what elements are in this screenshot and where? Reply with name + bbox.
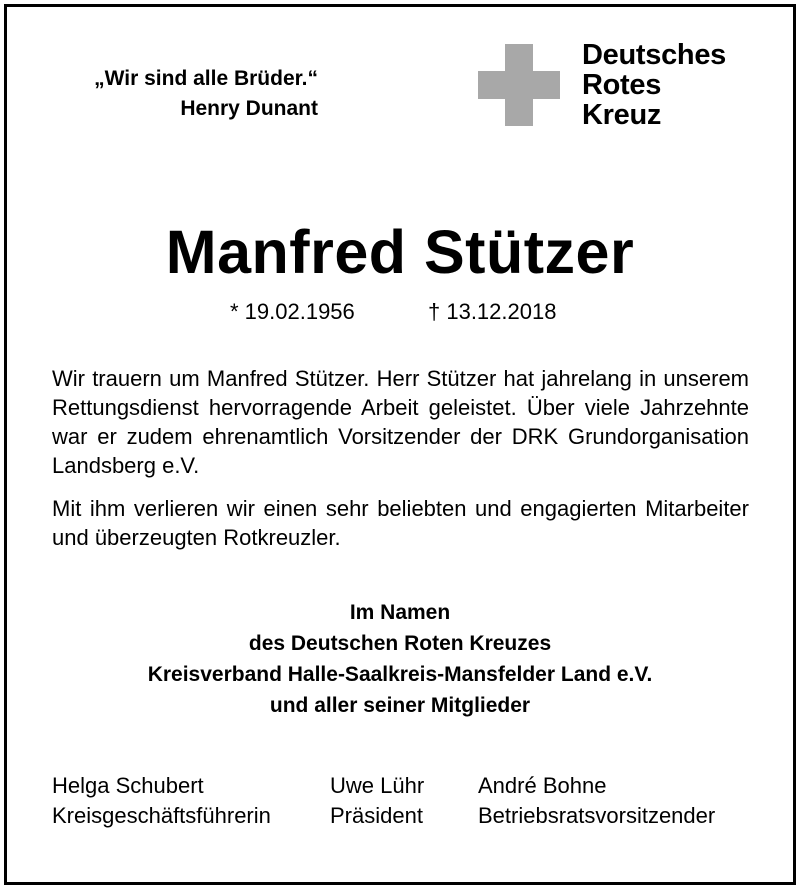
on-behalf-line-3: Kreisverband Halle-Saalkreis-Mansfelder Land e.V. [147, 663, 653, 686]
death-date: † 13.12.2018 [428, 299, 557, 324]
logo-line-1: Deutsches [582, 39, 726, 71]
signer-role: Präsident [330, 803, 423, 828]
signer-role: Betriebsratsvorsitzender [478, 803, 716, 828]
body-paragraph-1: Wir trauern um Manfred Stützer. Herr Stützer hat jahrelang in unserem Rettungsdienst hervorragende Arbeit geleistet. Über viele Jahrzehnte war er zudem ehrenamtlich Vorsitzender der DRK Grundorganisation Landsberg e.V. [52, 366, 749, 478]
logo-line-2: Rotes [582, 69, 662, 101]
on-behalf-line-1: Im Namen [349, 601, 451, 624]
on-behalf-line-2: des Deutschen Roten Kreuzes [248, 632, 552, 655]
signer-2 [330, 771, 424, 831]
red-cross-icon [478, 44, 560, 126]
body-paragraph-2: Mit ihm verlieren wir einen sehr beliebten und engagierten Mitarbeiter und überzeugten Rotkreuzler. [52, 496, 749, 550]
quote-text: „Wir sind alle Brüder.“ [94, 67, 318, 90]
signer-3 [478, 771, 715, 831]
on-behalf-line-4: und aller seiner Mitglieder [269, 694, 531, 717]
drk-logo-text [582, 40, 726, 130]
signer-name: Helga Schubert [52, 773, 204, 798]
quote-block [0, 64, 318, 124]
birth-date: * 19.02.1956 [230, 299, 355, 324]
signer-role: Kreisgeschäftsführerin [52, 803, 271, 828]
deceased-name: Manfred Stützer [165, 218, 635, 286]
quote-author: Henry Dunant [180, 97, 318, 120]
on-behalf-block [0, 597, 800, 721]
signer-name: André Bohne [478, 773, 607, 798]
signer-name: Uwe Lühr [330, 773, 425, 798]
signer-1 [52, 771, 271, 831]
logo-line-3: Kreuz [582, 99, 662, 131]
